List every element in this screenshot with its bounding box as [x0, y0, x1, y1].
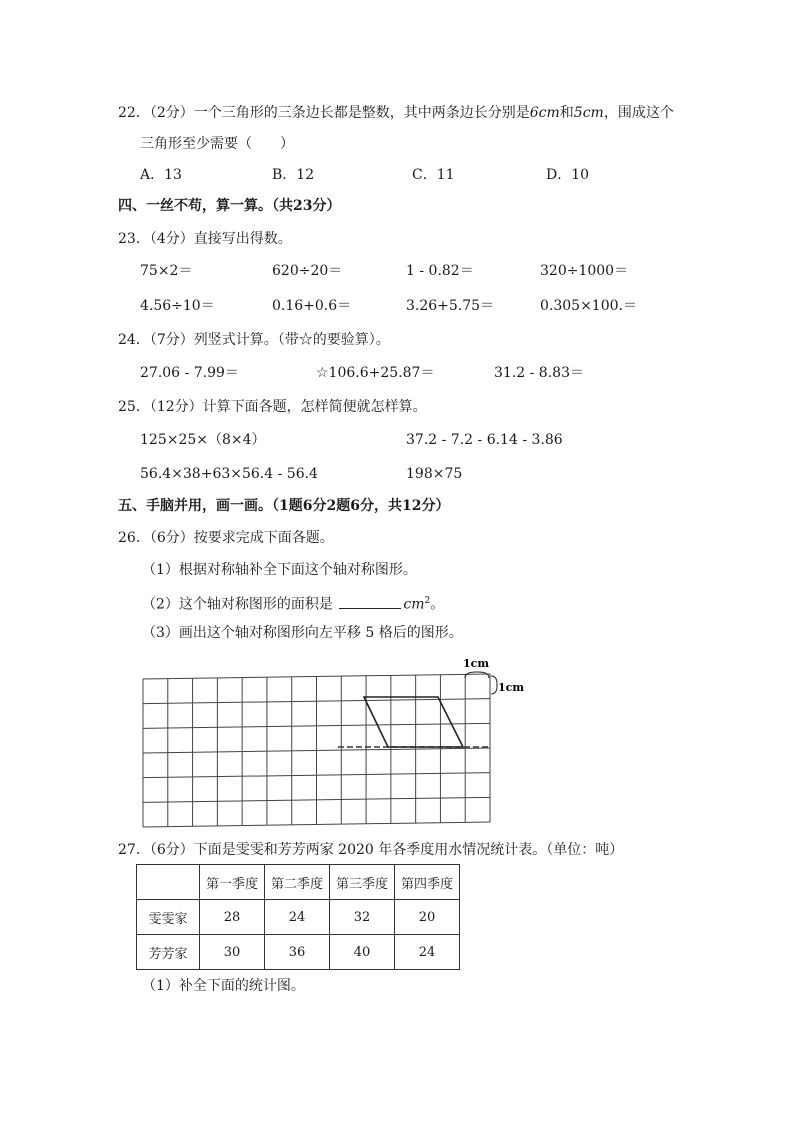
q25-item: 56.4×38+63×56.4 - 56.4 — [140, 466, 318, 482]
q22-len1: 6 — [529, 105, 539, 121]
table-cell: 28 — [200, 900, 265, 935]
q26-sub2-unit: cm — [403, 596, 425, 613]
q25-item: 125×25×（8×4） — [140, 432, 266, 448]
q25-item: 198×75 — [406, 466, 463, 482]
table-row-label: 芳芳家 — [137, 935, 200, 970]
q24-item: 27.06 - 7.99＝ — [140, 365, 239, 381]
table-cell: 20 — [395, 900, 460, 935]
top-brace-icon — [465, 672, 489, 678]
q23-item: 4.56÷10＝ — [140, 298, 215, 314]
q23-item: 1 - 0.82＝ — [406, 263, 474, 279]
q27-sub1: （1）补全下面的统计图。 — [142, 978, 305, 994]
table-cell: 24 — [265, 900, 330, 935]
q22-text-b: ，围成这个 — [603, 105, 674, 121]
table-cell: 24 — [395, 935, 460, 970]
section-four-heading: 四、一丝不苟，算一算。（共23分） — [118, 198, 341, 214]
table-row — [137, 900, 460, 935]
q26-sub2-end: 。 — [430, 596, 445, 613]
table-header-cell: 第二季度 — [265, 865, 330, 900]
table-header-cell: 第四季度 — [395, 865, 460, 900]
q26-sub1: （1）根据对称轴补全下面这个轴对称图形。 — [142, 562, 417, 578]
q22-mid: 和 — [559, 105, 574, 121]
drawing-grid[interactable] — [135, 650, 535, 830]
q24-item: ☆106.6+25.87＝ — [316, 365, 435, 381]
q22-unit1: cm — [538, 105, 560, 121]
q26-sub2 — [142, 592, 444, 614]
q22-line2: 三角形至少需要（ ） — [140, 136, 294, 152]
area-answer-blank[interactable] — [339, 596, 401, 609]
half-parallelogram-shape — [364, 697, 463, 747]
table-row — [137, 935, 460, 970]
q25-item: 37.2 - 7.2 - 6.14 - 3.86 — [406, 432, 563, 448]
table-cell: 32 — [330, 900, 395, 935]
table-header-cell: 第三季度 — [330, 865, 395, 900]
table-cell: 30 — [200, 935, 265, 970]
table-row-label: 雯雯家 — [137, 900, 200, 935]
q23-item: 0.305×100.＝ — [540, 298, 637, 314]
q22-len2: 5 — [573, 105, 583, 121]
q26-title: 26．（6分）按要求完成下面各题。 — [118, 530, 334, 546]
q26-sub2-text: （2）这个轴对称图形的面积是 — [142, 596, 333, 613]
q26-sub2-sup: 2 — [424, 596, 431, 606]
table-header-cell: 第一季度 — [200, 865, 265, 900]
water-usage-table — [136, 864, 460, 970]
table-cell: 40 — [330, 935, 395, 970]
q23-item: 0.16+0.6＝ — [272, 298, 352, 314]
q23-item: 620÷20＝ — [272, 263, 343, 279]
q22-option-d[interactable]: D．10 — [546, 167, 590, 183]
q25-title: 25．（12分）计算下面各题，怎样简便就怎样算。 — [118, 399, 427, 415]
right-brace-icon — [491, 676, 497, 694]
table-corner-cell — [137, 865, 200, 900]
q23-item: 75×2＝ — [140, 263, 193, 279]
grid-scale-label-right: 1cm — [498, 681, 524, 694]
q22-unit2: cm — [582, 105, 604, 121]
q24-item: 31.2 - 8.83＝ — [494, 365, 584, 381]
q22-option-c[interactable]: C．11 — [412, 167, 455, 183]
q26-sub3: （3）画出这个轴对称图形向左平移 5 格后的图形。 — [142, 625, 463, 641]
q23-item: 3.26+5.75＝ — [406, 298, 495, 314]
q23-title: 23．（4分）直接写出得数。 — [118, 231, 292, 247]
table-header-row — [137, 865, 460, 900]
table-cell: 36 — [265, 935, 330, 970]
q24-title: 24．（7分）列竖式计算。（带☆的要验算）。 — [118, 332, 390, 348]
q22-text-a: 22．（2分）一个三角形的三条边长都是整数，其中两条边长分别是 — [118, 105, 530, 121]
q27-title: 27．（6分）下面是雯雯和芳芳两家 2020 年各季度用水情况统计表。（单位：吨） — [118, 842, 624, 858]
q22-option-a[interactable]: A．13 — [140, 167, 182, 183]
q22-line1 — [118, 104, 674, 122]
section-five-heading: 五、手脑并用，画一画。（1题6分2题6分，共12分） — [118, 498, 450, 514]
q23-item: 320÷1000＝ — [540, 263, 629, 279]
q22-option-b[interactable]: B．12 — [272, 167, 315, 183]
grid-scale-label-top: 1cm — [463, 657, 489, 670]
